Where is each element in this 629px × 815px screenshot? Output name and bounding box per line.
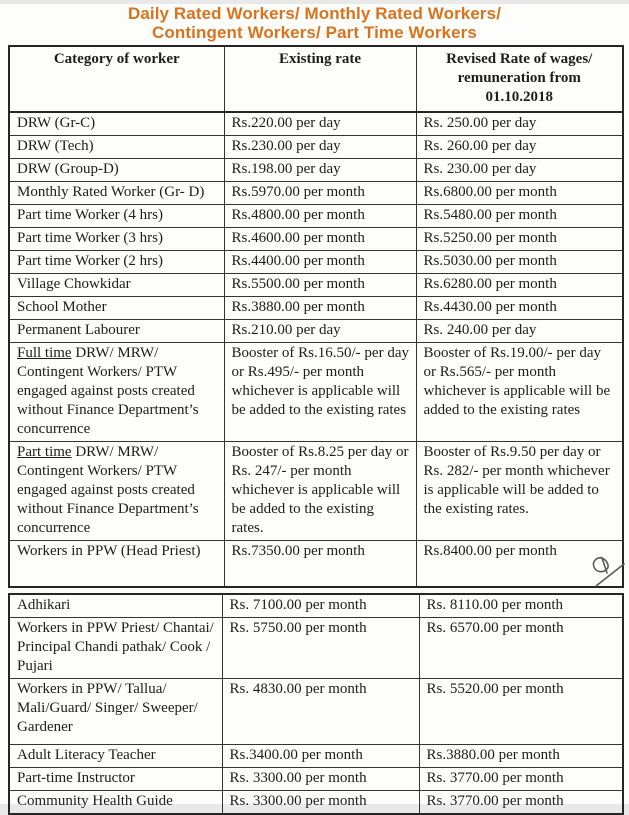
cell-category: Adhikari [9,594,222,618]
table-row [9,205,623,228]
cell-revised-rate: Rs. 3770.00 per month [419,791,623,815]
table-row [9,112,623,136]
document-page [0,4,629,810]
table-row [9,228,623,251]
cell-revised-rate: Rs. 3770.00 per month [419,768,623,791]
table-row [9,251,623,274]
col-header-revised-rate [416,46,623,112]
category-underlined-prefix: Part time [17,444,72,461]
cell-revised-rate: Rs.3880.00 per month [419,745,623,768]
cell-revised-rate: Rs. 5520.00 per month [419,679,623,745]
handwritten-mark [583,551,627,593]
table-row [9,297,623,320]
cell-existing-rate: Rs.7350.00 per month [224,541,416,588]
cell-existing-rate: Rs. 4830.00 per month [222,679,419,745]
cell-category: Village Chowkidar [9,274,224,297]
table-row [9,320,623,343]
cell-revised-rate: Rs. 230.00 per day [416,159,623,182]
cell-existing-rate: Rs.198.00 per day [224,159,416,182]
cell-existing-rate: Rs.4800.00 per month [224,205,416,228]
category-underlined-prefix: Full time [17,345,72,362]
table-row [9,679,623,745]
cell-existing-rate: Rs.3400.00 per month [222,745,419,768]
cell-existing-rate: Rs.220.00 per day [224,112,416,136]
wage-table-main [8,45,624,588]
cell-revised-rate: Rs. 260.00 per day [416,136,623,159]
cell-existing-rate: Rs.230.00 per day [224,136,416,159]
cell-revised-rate: Rs.6800.00 per month [416,182,623,205]
table-row [9,618,623,679]
col-header-category [9,46,224,112]
cell-existing-rate: Rs.4400.00 per month [224,251,416,274]
cell-revised-rate: Rs.8400.00 per month [416,541,623,588]
cell-revised-rate: Booster of Rs.9.50 per day or Rs. 282/- per month whichever is applicable will be added to the existing rates. [416,442,623,541]
cell-category [9,343,224,442]
cell-revised-rate: Rs.4430.00 per month [416,297,623,320]
category-text: DRW/ MRW/ Contingent Workers/ PTW engaged against posts created without Finance Department’s concurrence [17,345,199,438]
title-line-1: Daily Rated Workers/ Monthly Rated Workers/ [127,4,502,23]
category-text: DRW/ MRW/ Contingent Workers/ PTW engaged against posts created without Finance Department’s concurrence [17,444,199,537]
title-line-2: Contingent Workers/ Part Time Workers [152,23,477,43]
table-row [9,182,623,205]
cell-category: Adult Literacy Teacher [9,745,222,768]
table-row [9,343,623,442]
cell-category: Monthly Rated Worker (Gr- D) [9,182,224,205]
cell-existing-rate: Rs.5500.00 per month [224,274,416,297]
cell-category: Part time Worker (4 hrs) [9,205,224,228]
page-title [0,4,629,42]
cell-revised-rate: Rs. 250.00 per day [416,112,623,136]
table-row [9,274,623,297]
cell-revised-rate: Rs.6280.00 per month [416,274,623,297]
cell-category: Workers in PPW (Head Priest) [9,541,224,588]
cell-existing-rate: Rs. 7100.00 per month [222,594,419,618]
cell-category: Part time Worker (2 hrs) [9,251,224,274]
table-row [9,541,623,588]
cell-revised-rate: Rs. 6570.00 per month [419,618,623,679]
col-header-existing-rate-label: Existing rate [278,51,362,68]
cell-existing-rate: Rs.5970.00 per month [224,182,416,205]
cell-category: DRW (Gr-C) [9,112,224,136]
cell-existing-rate: Rs. 5750.00 per month [222,618,419,679]
cell-category [9,442,224,541]
cell-existing-rate: Rs.4600.00 per month [224,228,416,251]
table-row [9,136,623,159]
col-header-category-label: Category of worker [53,51,180,68]
table-row [9,442,623,541]
cell-existing-rate: Booster of Rs.8.25 per day or Rs. 247/- per month whichever is applicable will be added to the existing rates. [224,442,416,541]
cell-category: Part time Worker (3 hrs) [9,228,224,251]
cell-revised-rate: Rs.5480.00 per month [416,205,623,228]
cell-revised-rate: Rs. 8110.00 per month [419,594,623,618]
cell-existing-rate: Rs.210.00 per day [224,320,416,343]
cell-existing-rate: Booster of Rs.16.50/- per day or Rs.495/- per month whichever is applicable will be added to the existing rates [224,343,416,442]
wage-table-continued [8,593,624,815]
cell-existing-rate: Rs. 3300.00 per month [222,768,419,791]
cell-category: Workers in PPW Priest/ Chantai/ Principal Chandi pathak/ Cook / Pujari [9,618,222,679]
col-header-revised-rate-label: Revised Rate of wages/ remuneration from 01.10.2018 [446,51,593,106]
cell-existing-rate: Rs.3880.00 per month [224,297,416,320]
cell-category: Part-time Instructor [9,768,222,791]
cell-category: School Mother [9,297,224,320]
cell-existing-rate: Rs. 3300.00 per month [222,791,419,815]
table-row [9,745,623,768]
table-row [9,594,623,618]
cell-revised-rate: Booster of Rs.19.00/- per day or Rs.565/- per month whichever is applicable will be added to the existing rates [416,343,623,442]
cell-category: Workers in PPW/ Tallua/ Mali/Guard/ Singer/ Sweeper/ Gardener [9,679,222,745]
cell-category: DRW (Tech) [9,136,224,159]
cell-category: Community Health Guide [9,791,222,815]
cell-revised-rate: Rs.5030.00 per month [416,251,623,274]
table-row [9,791,623,815]
cell-category: DRW (Group-D) [9,159,224,182]
cell-revised-rate: Rs.5250.00 per month [416,228,623,251]
header-row [9,46,623,112]
cell-revised-rate: Rs. 240.00 per day [416,320,623,343]
table-row [9,768,623,791]
table-row [9,159,623,182]
cell-category: Permanent Labourer [9,320,224,343]
col-header-existing-rate [224,46,416,112]
